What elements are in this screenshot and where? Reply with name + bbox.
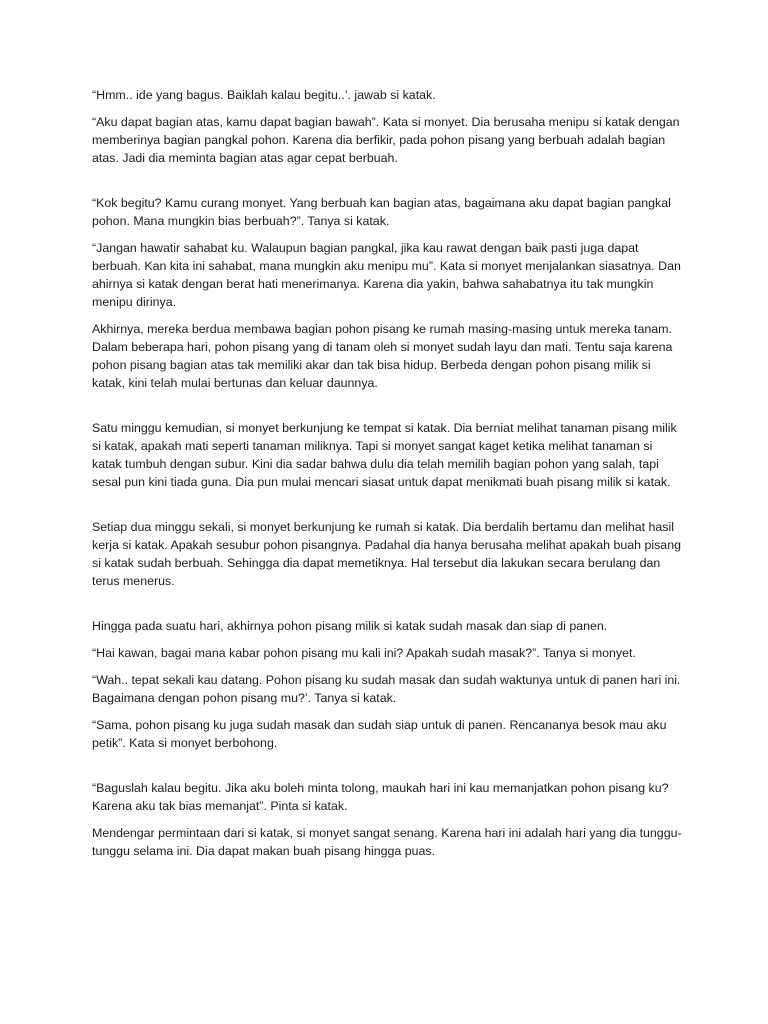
paragraph-9: “Hai kawan, bagai mana kabar pohon pisang mu kali ini? Apakah sudah masak?”. Tanya si monyet. [92,646,636,660]
paragraph-13: Mendengar permintaan dari si katak, si monyet sangat senang. Karena hari ini adalah hari yang dia tunggu-tunggu selama ini. Dia dapat makan buah pisang hingga puas. [92,826,682,858]
paragraph-8: Hingga pada suatu hari, akhirnya pohon pisang milik si katak sudah masak dan siap di panen. [92,619,608,633]
paragraph-4: “Jangan hawatir sahabat ku. Walaupun bagian pangkal, jika kau rawat dengan baik pasti juga dapat berbuah. Kan kita ini sahabat, mana mungkin aku menipu mu”. Kata si monyet menjalankan siasatnya. Dan ahirnya si katak dengan berat hati menerimanya. Karena dia yakin, bahwa sahabatnya itu tak mungkin menipu dirinya. [92,241,681,309]
paragraph-11: “Sama, pohon pisang ku juga sudah masak dan sudah siap untuk di panen. Rencananya besok mau aku petik”. Kata si monyet berbohong. [92,718,667,750]
paragraph-5: Akhirnya, mereka berdua membawa bagian pohon pisang ke rumah masing-masing untuk mereka tanam. Dalam beberapa hari, pohon pisang yang di tanam oleh si monyet sudah layu dan mati. Tentu saja karena pohon pisang bagian atas tak memiliki akar dan tak bisa hidup. Berbeda dengan pohon pisang milik si katak, kini telah mulai bertunas dan keluar daunnya. [92,322,673,390]
paragraph-7: Setiap dua minggu sekali, si monyet berkunjung ke rumah si katak. Dia berdalih bertamu dan melihat hasil kerja si katak. Apakah sesubur pohon pisangnya. Padahal dia hanya berusaha melihat apakah buah pisang si katak sudah berbuah. Sehingga dia dapat memetiknya. Hal tersebut dia lakukan secara berulang dan terus menerus. [92,520,681,588]
paragraph-3: “Kok begitu? Kamu curang monyet. Yang berbuah kan bagian atas, bagaimana aku dapat bagian pangkal pohon. Mana mungkin bias berbuah?”. Tanya si katak. [92,196,671,228]
paragraph-2: “Aku dapat bagian atas, kamu dapat bagian bawah”. Kata si monyet. Dia berusaha menipu si katak dengan memberinya bagian pangkal pohon. Karena dia berfikir, pada pohon pisang yang berbuah adalah bagian atas. Jadi dia meminta bagian atas agar cepat berbuah. [92,115,680,165]
paragraph-10: “Wah.. tepat sekali kau datang. Pohon pisang ku sudah masak dan sudah waktunya untuk di panen hari ini. Bagaimana dengan pohon pisang mu?’. Tanya si katak. [92,673,681,705]
document-page [92,86,684,860]
paragraph-6: Satu minggu kemudian, si monyet berkunjung ke tempat si katak. Dia berniat melihat tanaman pisang milik si katak, apakah mati seperti tanaman miliknya. Tapi si monyet sangat kaget ketika melihat tanaman si katak tumbuh dengan subur. Kini dia sadar bahwa dulu dia telah memilih bagian pohon yang salah, tapi sesal pun kini tiada guna. Dia pun mulai mencari siasat untuk dapat menikmati buah pisang milik si katak. [92,421,677,489]
paragraph-12: “Baguslah kalau begitu. Jika aku boleh minta tolong, maukah hari ini kau memanjatkan pohon pisang ku? Karena aku tak bias memanjat”. Pinta si katak. [92,781,669,813]
paragraph-1: “Hmm.. ide yang bagus. Baiklah kalau begitu..’. jawab si katak. [92,88,436,102]
